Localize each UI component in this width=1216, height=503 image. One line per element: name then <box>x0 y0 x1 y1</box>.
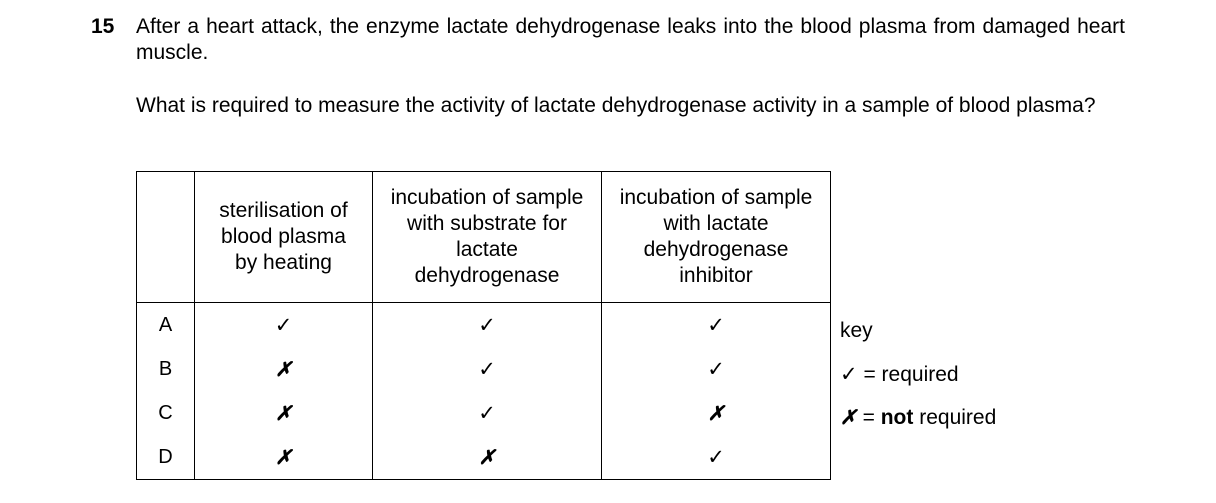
cross-symbol: ✗ <box>840 407 857 429</box>
header-blank <box>137 172 195 303</box>
option-letter: A <box>137 303 195 348</box>
mark-tick: ✓ <box>602 303 831 348</box>
table-row <box>137 347 831 391</box>
key-cross-line <box>840 405 996 431</box>
mark-cross: ✗ <box>195 435 373 480</box>
options-table <box>136 171 831 480</box>
mark-cross: ✗ <box>195 391 373 435</box>
mark-tick: ✓ <box>602 347 831 391</box>
key-title: key <box>840 319 873 342</box>
mark-cross: ✗ <box>195 347 373 391</box>
question-number: 15 <box>91 15 115 38</box>
option-letter: D <box>137 435 195 480</box>
mark-tick: ✓ <box>373 303 602 348</box>
option-letter: B <box>137 347 195 391</box>
mark-tick: ✓ <box>373 391 602 435</box>
mark-cross: ✗ <box>602 391 831 435</box>
table-row <box>137 303 831 348</box>
tick-symbol: ✓ <box>840 363 858 386</box>
key-tick-text: = required <box>863 363 959 386</box>
key-tick-line <box>840 362 959 388</box>
key-cross-text: required <box>919 406 997 429</box>
table-row <box>137 435 831 480</box>
key-cross-not: not <box>880 406 914 429</box>
key-cross-eq: = <box>862 406 875 429</box>
table-row <box>137 391 831 435</box>
option-letter: C <box>137 391 195 435</box>
question-stem: After a heart attack, the enzyme lactate dehydrogenase leaks into the blood plasma from damaged heart muscle. <box>136 15 1125 64</box>
mark-cross: ✗ <box>373 435 602 480</box>
mark-tick: ✓ <box>195 303 373 348</box>
header-substrate: incubation of sample with substrate for lactate dehydrogenase <box>373 172 602 303</box>
table-header-row <box>137 172 831 303</box>
question-prompt: What is required to measure the activity of lactate dehydrogenase activity in a sample of blood plasma? <box>136 94 1096 117</box>
mark-tick: ✓ <box>373 347 602 391</box>
header-sterilisation: sterilisation of blood plasma by heating <box>195 172 373 303</box>
mark-tick: ✓ <box>602 435 831 480</box>
header-inhibitor: incubation of sample with lactate dehydrogenase inhibitor <box>602 172 831 303</box>
